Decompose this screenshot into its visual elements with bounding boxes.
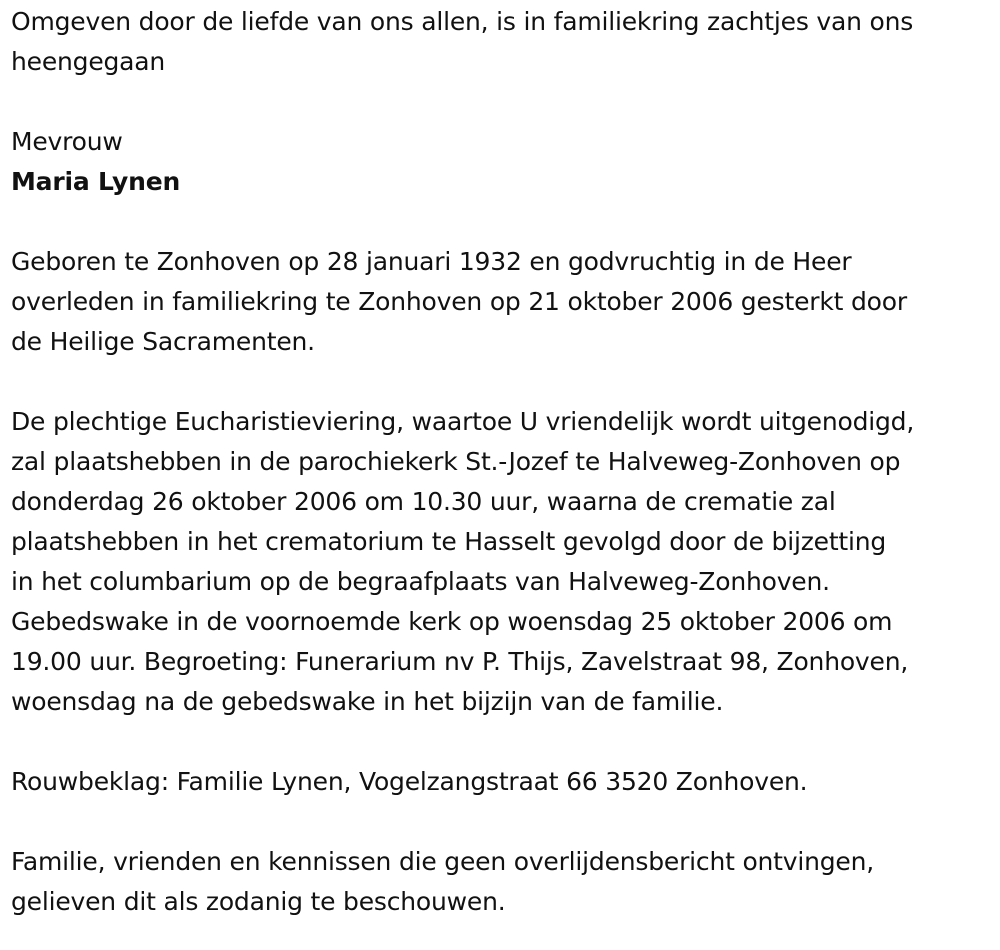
intro-line: Omgeven door de liefde van ons allen, is in familiekring zachtjes van ons: [11, 7, 914, 36]
condolences-line: Rouwbeklag: Familie Lynen, Vogelzangstraat 66 3520 Zonhoven.: [11, 767, 808, 796]
ceremony-line: 19.00 uur. Begroeting: Funerarium nv P. Thijs, Zavelstraat 98, Zonhoven,: [11, 647, 909, 676]
paragraph-gap: [11, 82, 1000, 122]
closing-paragraph: [11, 842, 1000, 922]
ceremony-paragraph: [11, 402, 1000, 722]
ceremony-line: in het columbarium op de begraafplaats van Halveweg-Zonhoven.: [11, 567, 830, 596]
intro-line: heengegaan: [11, 47, 166, 76]
ceremony-line: Gebedswake in de voornoemde kerk op woensdag 25 oktober 2006 om: [11, 607, 893, 636]
closing-line: Familie, vrienden en kennissen die geen overlijdensbericht ontvingen,: [11, 847, 875, 876]
birth-death-paragraph: [11, 242, 1000, 362]
paragraph-gap: [11, 202, 1000, 242]
birth-death-line: overleden in familiekring te Zonhoven op 21 oktober 2006 gesterkt door: [11, 287, 907, 316]
person-block: [11, 122, 1000, 202]
ceremony-line: donderdag 26 oktober 2006 om 10.30 uur, waarna de crematie zal: [11, 487, 836, 516]
paragraph-gap: [11, 722, 1000, 762]
ceremony-line: woensdag na de gebedswake in het bijzijn van de familie.: [11, 687, 724, 716]
person-title: Mevrouw: [11, 127, 123, 156]
paragraph-gap: [11, 802, 1000, 842]
intro-paragraph: [11, 2, 1000, 82]
closing-line: gelieven dit als zodanig te beschouwen.: [11, 887, 506, 916]
condolences-paragraph: [11, 762, 1000, 802]
ceremony-line: De plechtige Eucharistieviering, waartoe U vriendelijk wordt uitgenodigd,: [11, 407, 915, 436]
ceremony-line: plaatshebben in het crematorium te Hasselt gevolgd door de bijzetting: [11, 527, 887, 556]
birth-death-line: Geboren te Zonhoven op 28 januari 1932 en godvruchtig in de Heer: [11, 247, 852, 276]
person-name: Maria Lynen: [11, 167, 181, 196]
paragraph-gap: [11, 362, 1000, 402]
ceremony-line: zal plaatshebben in de parochiekerk St.-Jozef te Halveweg-Zonhoven op: [11, 447, 901, 476]
birth-death-line: de Heilige Sacramenten.: [11, 327, 315, 356]
